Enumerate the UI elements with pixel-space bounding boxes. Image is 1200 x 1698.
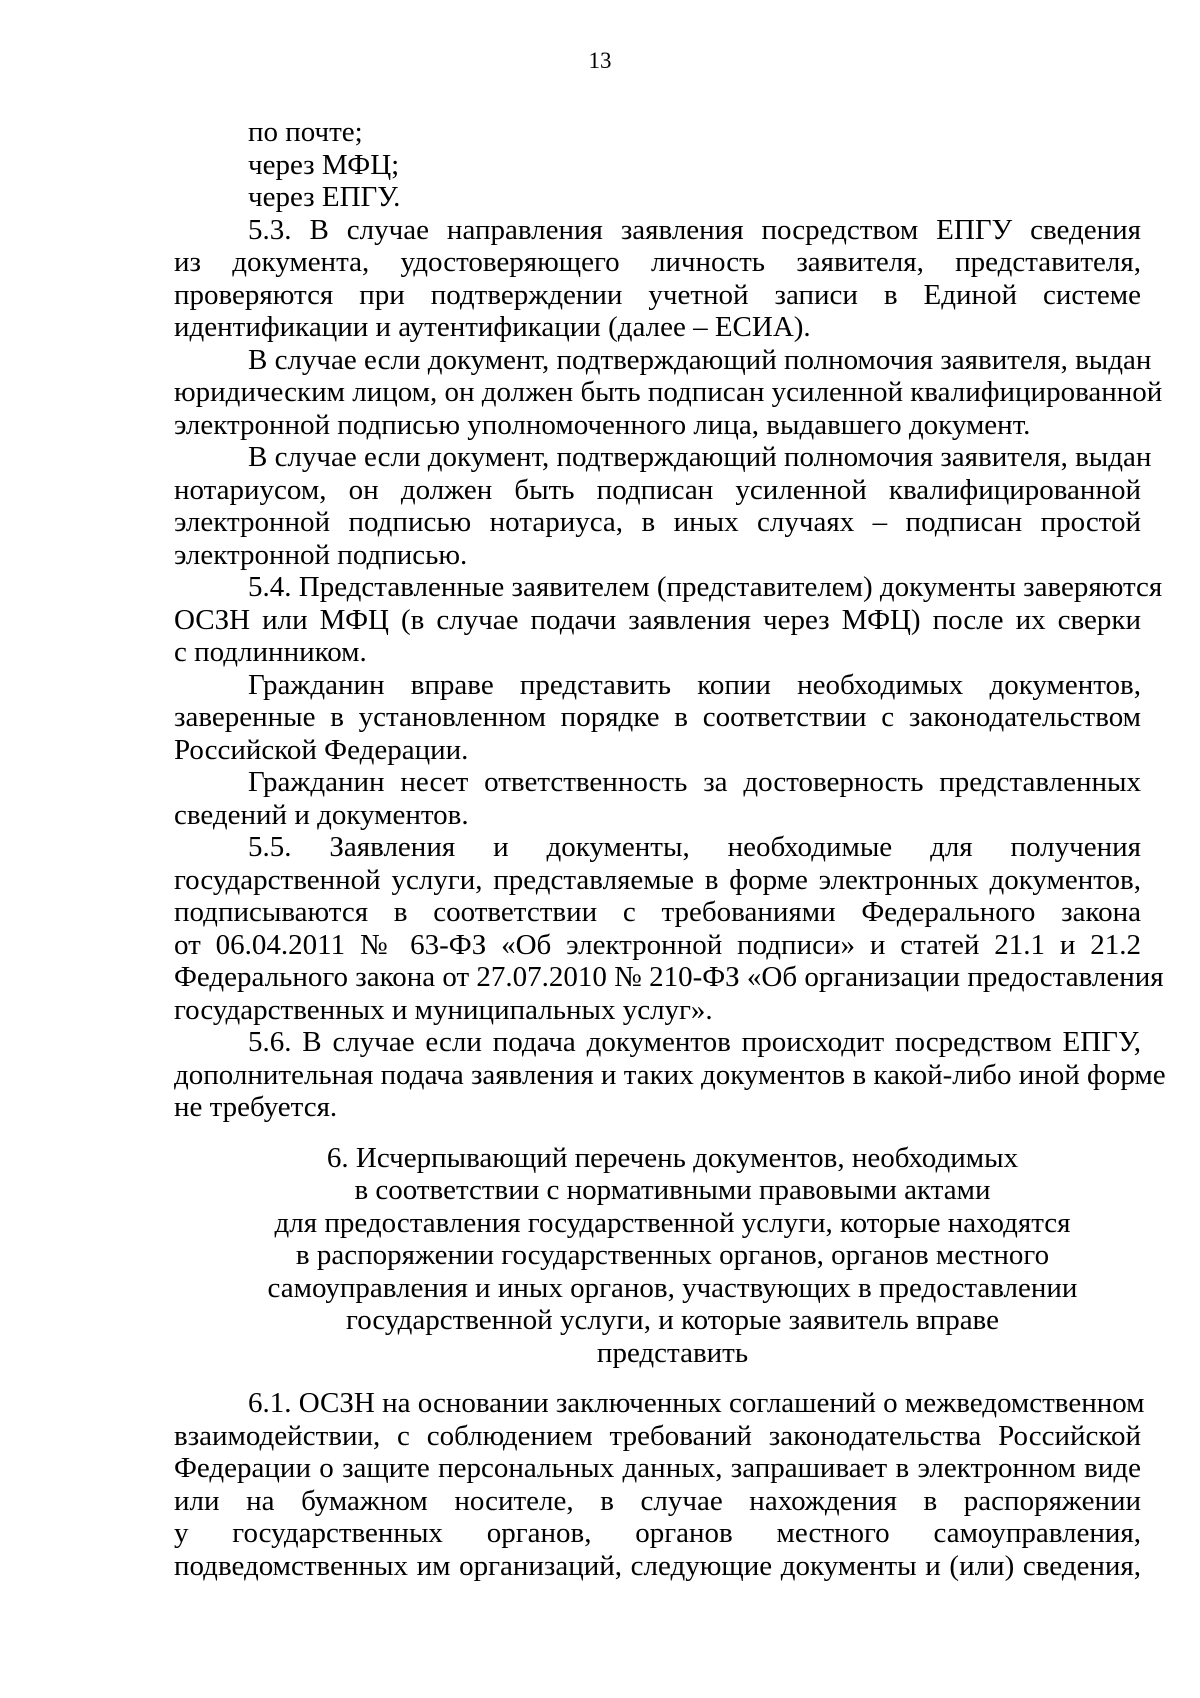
paragraph-line: или на бумажном носителе, в случае нахождения в распоряжении [174,1484,1141,1517]
paragraph-line: от 06.04.2011 № 63-ФЗ «Об электронной подписи» и статей 21.1 и 21.2 [174,928,1141,961]
paragraph-line: 5.4. Представленные заявителем (представителем) документы заверяются [248,571,1163,603]
page-content [174,116,1166,1582]
paragraph-document-copies [174,669,1141,767]
paragraph-line: с подлинником. [174,636,367,668]
paragraph-line: дополнительная подача заявления и таких документов в какой-либо иной форме [174,1058,1166,1091]
paragraph-legal-entity-signature [174,343,1163,442]
heading-line: государственной услуги, и которые заявитель вправе [346,1304,999,1336]
paragraph-responsibility [174,766,1141,831]
heading-line: в распоряжении государственных органов, органов местного [295,1239,1050,1271]
paragraph-line: Гражданин несет ответственность за достоверность представленных [248,766,1141,798]
paragraph-line: проверяются при подтверждении учетной записи в Единой системе [174,278,1141,311]
paragraph-line: юридическим лицом, он должен быть подписан усиленной квалифицированной [174,376,1163,408]
paragraph-line: подписываются в соответствии с требованиями Федерального закона [174,896,1141,928]
paragraph-5-3 [174,214,1141,344]
paragraph-line: 5.5. Заявления и документы, необходимые для получения [248,831,1141,863]
paragraph-line: ОСЗН или МФЦ (в случае подачи заявления через МФЦ) после их сверки [174,603,1141,636]
paragraph-5-4 [174,571,1163,669]
paragraph-line: Федерации о защите персональных данных, запрашивает в электронном виде [174,1452,1141,1484]
paragraph-line: подведомственных им организаций, следующие документы и (или) сведения, [174,1549,1141,1582]
paragraph-line: 5.6. В случае если подача документов происходит посредством ЕПГУ, [248,1026,1141,1058]
paragraph-line: Федерального закона от 27.07.2010 № 210-ФЗ «Об организации предоставления [174,961,1164,993]
heading-line: в соответствии с нормативными правовыми актами [354,1174,991,1206]
paragraph-line: государственных и муниципальных услуг». [174,993,713,1026]
submission-methods-list [174,116,1141,214]
paragraph-line: государственной услуги, представляемые в форме электронных документов, [174,863,1141,896]
heading-line: для предоставления государственной услуги, которые находятся [274,1206,1071,1239]
paragraph-line: электронной подписью уполномоченного лица, выдавшего документ. [174,408,1031,441]
paragraph-5-5 [174,831,1164,1026]
paragraph-line: нотариусом, он должен быть подписан усиленной квалифицированной [174,473,1141,506]
paragraph-line: 6.1. ОСЗН на основании заключенных соглашений о межведомственном [248,1387,1145,1419]
paragraph-line: 5.3. В случае направления заявления посредством ЕПГУ сведения [248,213,1141,246]
paragraph-line: Российской Федерации. [174,733,469,766]
paragraph-line: Гражданин вправе представить копии необходимых документов, [248,668,1141,701]
paragraph-line: не требуется. [174,1091,338,1123]
heading-line: 6. Исчерпывающий перечень документов, необходимых [326,1141,1019,1174]
paragraph-line: взаимодействии, с соблюдением требований законодательства Российской [174,1419,1141,1452]
paragraph-line: заверенные в установленном порядке в соответствии с законодательством [174,701,1141,733]
heading-line: самоуправления и иных органов, участвующих в предоставлении [267,1271,1078,1304]
paragraph-line: идентификации и аутентификации (далее – ЕСИА). [174,311,811,343]
paragraph-line: сведений и документов. [174,798,469,831]
list-item: по почте; [248,116,363,148]
paragraph-line: В случае если документ, подтверждающий полномочия заявителя, выдан [248,441,1152,473]
paragraph-line: электронной подписью нотариуса, в иных случаях – подписан простой [174,506,1141,538]
list-item: через ЕПГУ. [248,181,401,213]
paragraph-line: у государственных органов, органов местного самоуправления, [174,1517,1141,1549]
paragraph-line: электронной подписью. [174,538,468,571]
paragraph-line: из документа, удостоверяющего личность заявителя, представителя, [174,246,1141,278]
heading-line: представить [596,1336,749,1369]
paragraph-line: В случае если документ, подтверждающий полномочия заявителя, выдан [248,343,1152,376]
paragraph-5-6 [174,1026,1166,1124]
paragraph-notary-signature [174,441,1152,571]
list-item: через МФЦ; [248,148,400,181]
page-number: 13 [588,48,612,73]
section-6-heading [174,1142,1141,1370]
paragraph-6-1 [174,1387,1145,1582]
